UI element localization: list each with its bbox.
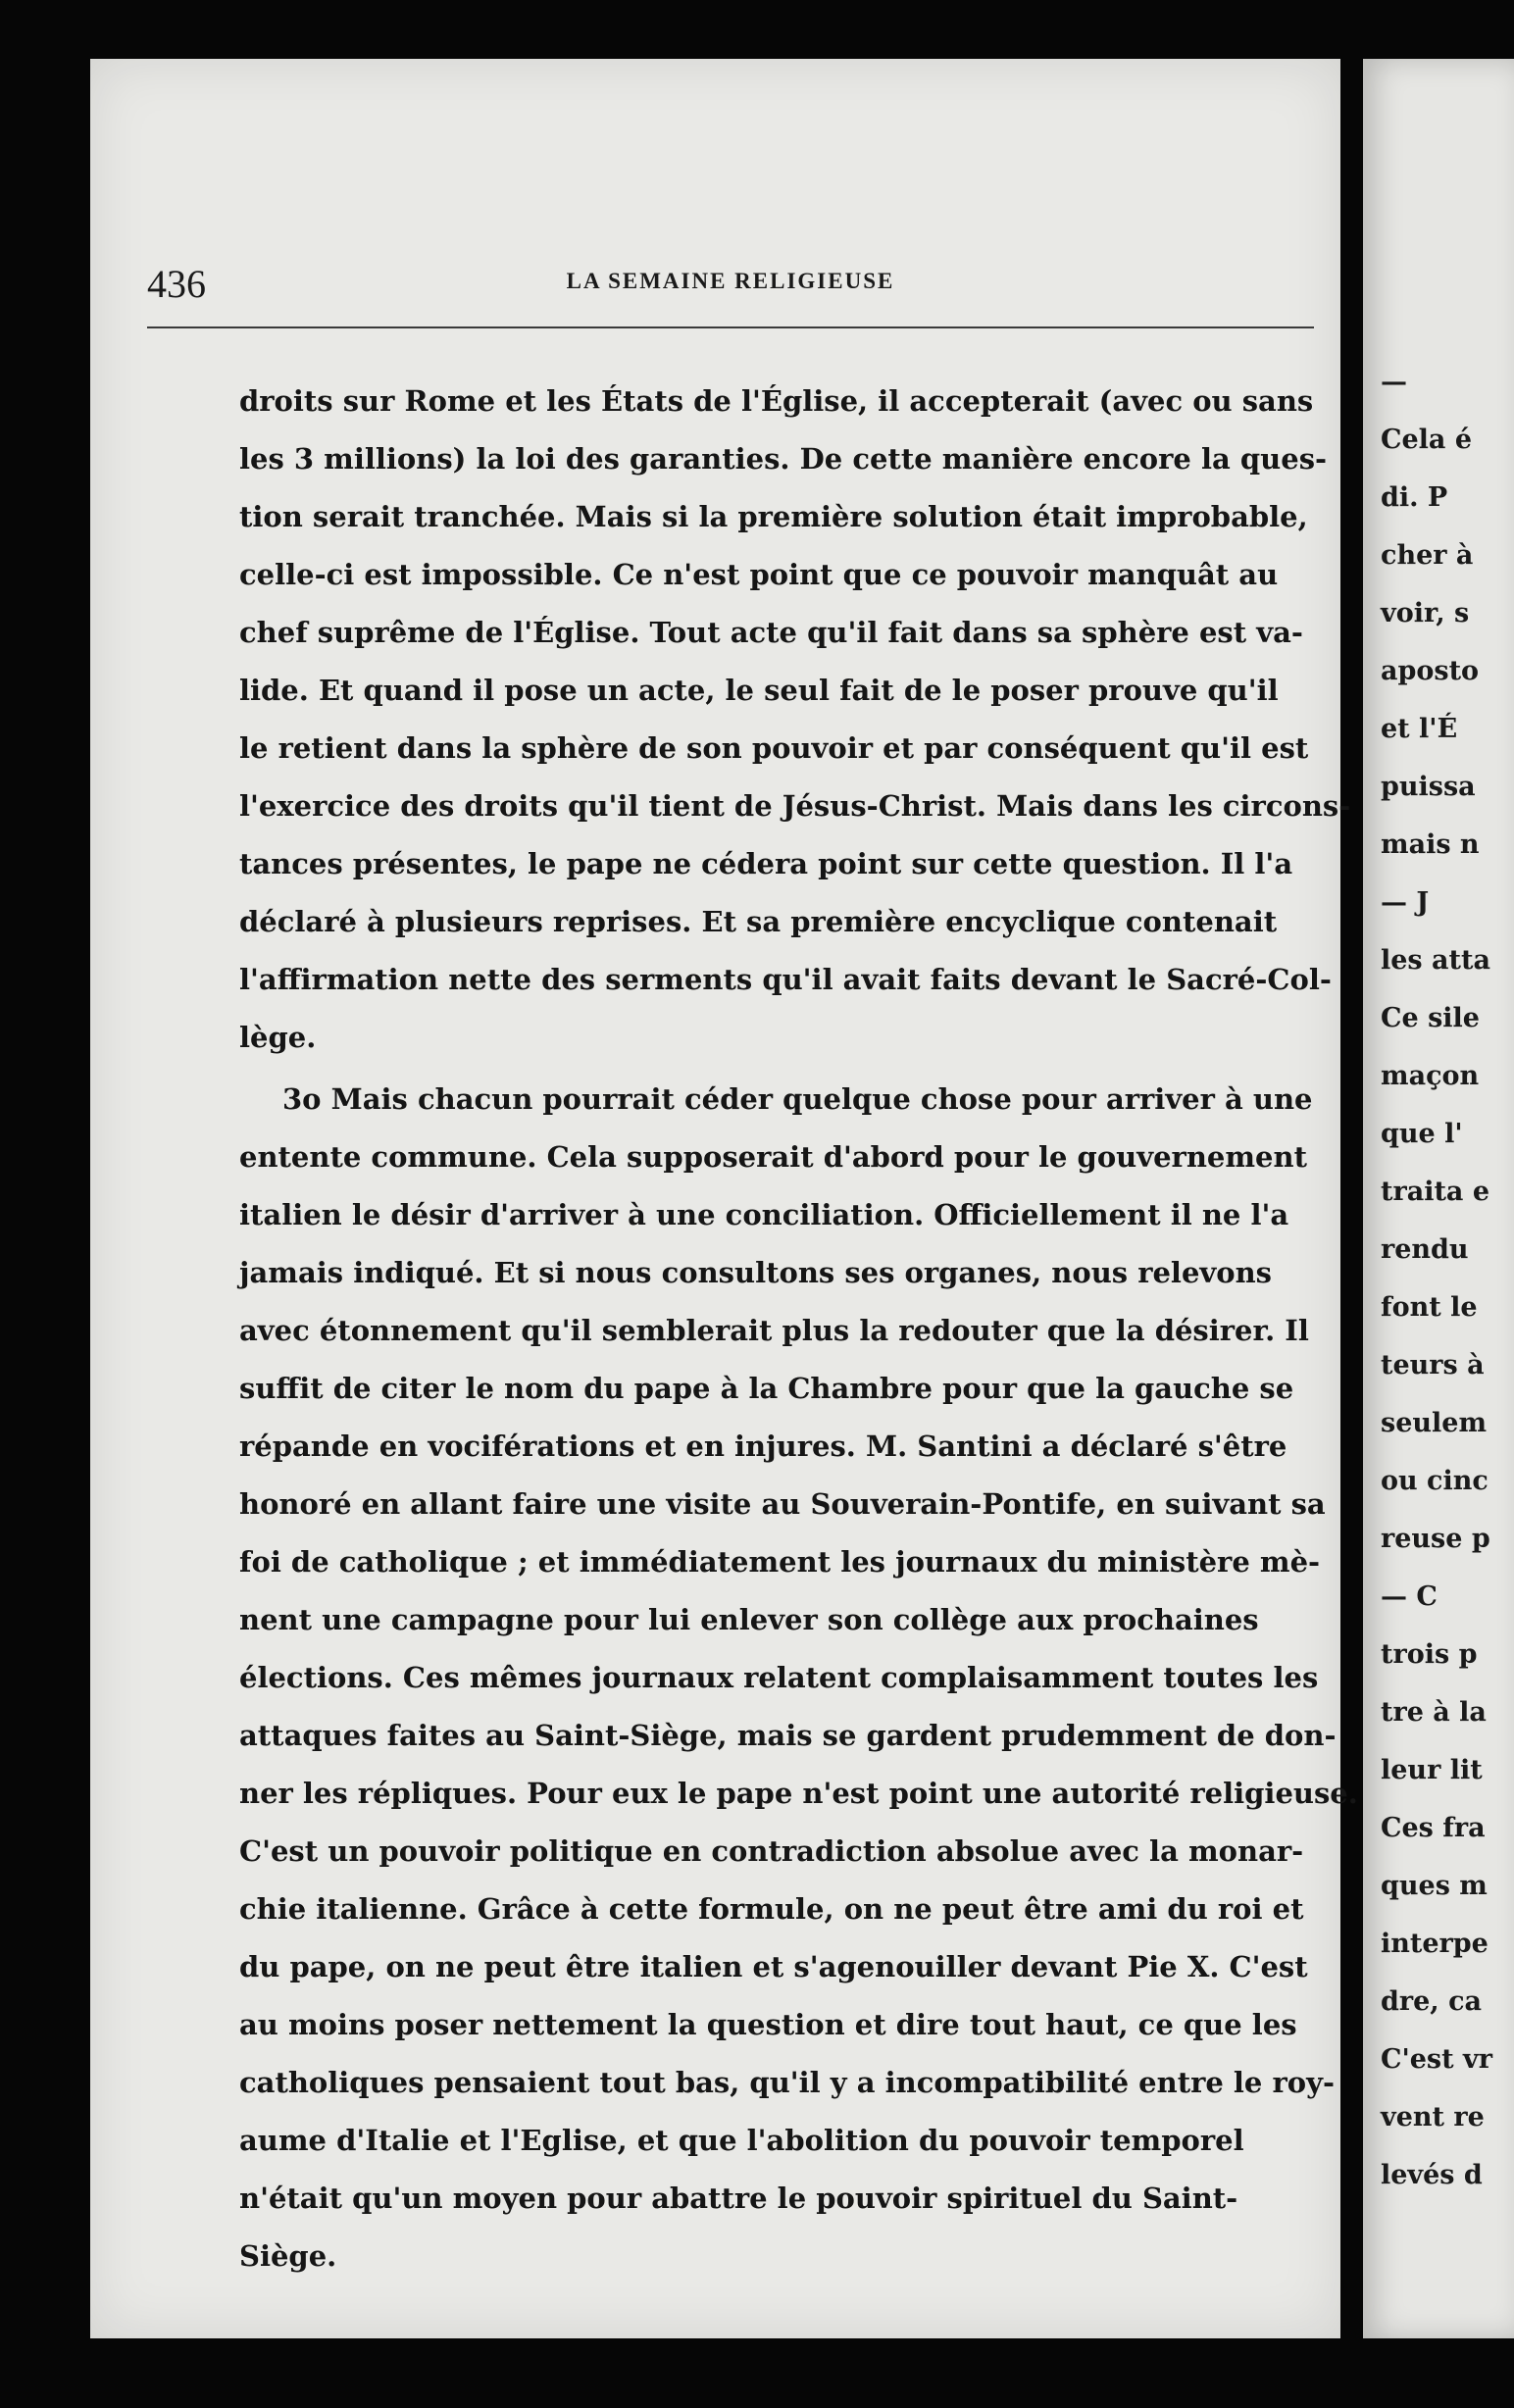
- right-line: Ce sile: [1381, 1003, 1480, 1033]
- text-line: jamais indiqué. Et si nous consultons ses organes, nous relevons: [239, 1256, 1273, 1289]
- right-line: Ces fra: [1381, 1813, 1486, 1843]
- text-line: chef suprême de l'Église. Tout acte qu'il fait dans sa sphère est va-: [239, 616, 1303, 649]
- right-line: ques m: [1381, 1871, 1488, 1901]
- right-line: puissa: [1381, 772, 1476, 802]
- right-line: mais n: [1381, 829, 1480, 860]
- right-line: font le: [1381, 1292, 1478, 1323]
- text-line: 3o Mais chacun pourrait céder quelque chose pour arriver à une: [282, 1082, 1313, 1116]
- page-header: [147, 263, 1314, 306]
- text-line: l'exercice des droits qu'il tient de Jésus-Christ. Mais dans les circons-: [239, 789, 1351, 823]
- right-line: teurs à: [1381, 1350, 1485, 1380]
- text-line: du pape, on ne peut être italien et s'agenouiller devant Pie X. C'est: [239, 1950, 1308, 1983]
- text-line: chie italienne. Grâce à cette formule, on ne peut être ami du roi et: [239, 1892, 1304, 1926]
- body-text: [239, 373, 1358, 2285]
- right-line: tre à la: [1381, 1697, 1487, 1728]
- text-line: l'affirmation nette des serments qu'il avait faits devant le Sacré-Col-: [239, 963, 1332, 996]
- right-page: [1363, 59, 1514, 2338]
- right-line: que l': [1381, 1119, 1463, 1149]
- right-line: — C: [1381, 1581, 1438, 1612]
- right-line: seulem: [1381, 1408, 1488, 1438]
- text-line: les 3 millions) la loi des garanties. De cette manière encore la ques-: [239, 442, 1328, 476]
- text-line: foi de catholique ; et immédiatement les journaux du ministère mè-: [239, 1545, 1321, 1579]
- text-line: suffit de citer le nom du pape à la Chambre pour que la gauche se: [239, 1372, 1294, 1405]
- right-line: —: [1381, 367, 1407, 397]
- right-line: levés d: [1381, 2160, 1483, 2190]
- right-line: Cela é: [1381, 425, 1472, 455]
- page-number: 436: [147, 262, 206, 306]
- text-line: aume d'Italie et l'Eglise, et que l'abolition du pouvoir temporel: [239, 2124, 1244, 2157]
- text-line: italien le désir d'arriver à une conciliation. Officiellement il ne l'a: [239, 1198, 1289, 1231]
- right-line: interpe: [1381, 1929, 1489, 1959]
- text-line: élections. Ces mêmes journaux relatent complaisamment toutes les: [239, 1661, 1319, 1694]
- text-line: au moins poser nettement la question et dire tout haut, ce que les: [239, 2008, 1297, 2041]
- text-line: Siège.: [239, 2239, 337, 2273]
- text-line: lide. Et quand il pose un acte, le seul fait de le poser prouve qu'il: [239, 674, 1279, 707]
- text-line: répande en vociférations et en injures. M. Santini a déclaré s'être: [239, 1430, 1287, 1463]
- text-line: tion serait tranchée. Mais si la première solution était improbable,: [239, 500, 1308, 533]
- right-line: traita e: [1381, 1177, 1489, 1207]
- right-line: trois p: [1381, 1639, 1478, 1670]
- text-line: ner les répliques. Pour eux le pape n'est point une autorité religieuse.: [239, 1777, 1358, 1810]
- text-line: celle-ci est impossible. Ce n'est point que ce pouvoir manquât au: [239, 558, 1279, 591]
- right-line: aposto: [1381, 656, 1480, 686]
- text-line: attaques faites au Saint-Siège, mais se gardent prudemment de don-: [239, 1719, 1337, 1752]
- right-line: dre, ca: [1381, 1986, 1483, 2017]
- right-line: rendu: [1381, 1234, 1469, 1265]
- text-line: C'est un pouvoir politique en contradiction absolue avec la monar-: [239, 1834, 1304, 1868]
- right-line: et l'É: [1381, 714, 1458, 744]
- running-head: LA SEMAINE RELIGIEUSE: [566, 269, 895, 293]
- right-line: leur lit: [1381, 1755, 1483, 1785]
- right-line: les atta: [1381, 945, 1490, 976]
- right-line: vent re: [1381, 2102, 1485, 2132]
- text-line: le retient dans la sphère de son pouvoir et par conséquent qu'il est: [239, 731, 1309, 765]
- text-line: droits sur Rome et les États de l'Église, il accepterait (avec ou sans: [239, 384, 1314, 418]
- text-line: n'était qu'un moyen pour abattre le pouvoir spirituel du Saint-: [239, 2182, 1238, 2215]
- right-line: maçon: [1381, 1061, 1480, 1091]
- text-line: tances présentes, le pape ne cédera point sur cette question. Il l'a: [239, 847, 1293, 880]
- right-line: ou cinc: [1381, 1466, 1489, 1496]
- right-line: — J: [1381, 887, 1430, 918]
- text-line: honoré en allant faire une visite au Souverain-Pontife, en suivant sa: [239, 1487, 1326, 1521]
- right-line: cher à: [1381, 540, 1474, 571]
- header-rule: [147, 326, 1314, 328]
- text-line: avec étonnement qu'il semblerait plus la redouter que la désirer. Il: [239, 1314, 1309, 1347]
- text-line: entente commune. Cela supposerait d'abord pour le gouvernement: [239, 1140, 1307, 1174]
- text-line: lège.: [239, 1021, 317, 1054]
- right-page-text: [1381, 353, 1492, 2204]
- right-line: di. P: [1381, 482, 1448, 513]
- right-line: reuse p: [1381, 1524, 1490, 1554]
- text-line: catholiques pensaient tout bas, qu'il y a incompatibilité entre le roy-: [239, 2066, 1335, 2099]
- text-line: déclaré à plusieurs reprises. Et sa première encyclique contenait: [239, 905, 1278, 938]
- text-line: nent une campagne pour lui enlever son collège aux prochaines: [239, 1603, 1259, 1636]
- right-line: voir, s: [1381, 598, 1470, 628]
- right-line: C'est vr: [1381, 2044, 1492, 2075]
